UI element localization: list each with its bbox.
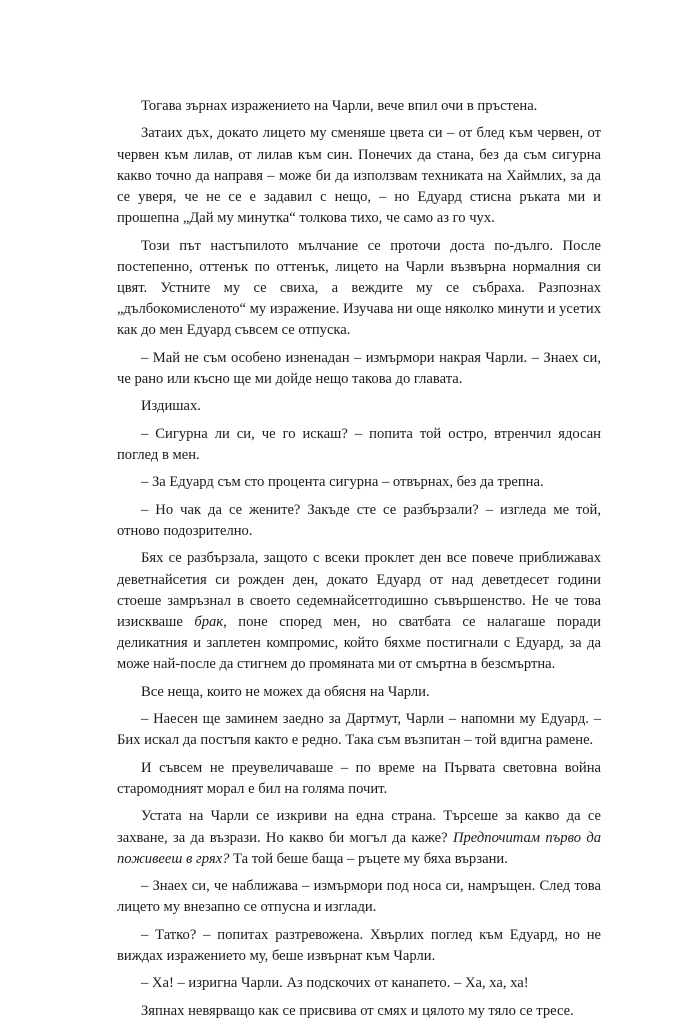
paragraph-3 — [117, 236, 601, 342]
paragraph-8 — [117, 500, 601, 542]
paragraph-9 — [117, 548, 601, 675]
paragraph-text: Все неща, които не можех да обясня на Чарли. — [141, 683, 430, 700]
italic-text: брак — [194, 613, 224, 630]
paragraph-6 — [117, 424, 601, 466]
paragraph-text: – Май не съм особено изненадан – измърмори накрая Чарли. – Знаех си, че рано или късно ще ми дойде нещо такова до главата. — [117, 349, 601, 387]
paragraph-15 — [117, 925, 601, 967]
paragraph-text: – Ха! – изригна Чарли. Аз подскочих от канапето. – Ха, ха, ха! — [141, 975, 529, 992]
paragraph-text: – Сигурна ли си, че го искаш? – попита той остро, втренчил ядосан поглед в мен. — [117, 425, 601, 463]
paragraph-text: Бях се разбързала, защото с всеки проклет ден все повече приближавах деветнайсетия си рожден ден, докато Едуард от над деветдесет години стоеше замръзнал в своето седемнайсетгодишно съвършенство. Не че това изискваше — [117, 550, 601, 630]
page-text — [117, 96, 601, 1028]
paragraph-text: – За Едуард съм сто процента сигурна – отвърнах, без да трепна. — [141, 474, 544, 491]
paragraph-text: – Знаех си, че наближава – измърмори под носа си, намръщен. След това лицето му внезапно се отпусна и изглади. — [117, 878, 601, 916]
paragraph-text: Зяпнах невярващо как се присвива от смях и цялото му тяло се тресе. — [141, 1002, 574, 1019]
paragraph-13 — [117, 806, 601, 870]
paragraph-text: Тогава зърнах изражението на Чарли, вече впил очи в пръстена. — [141, 98, 538, 114]
paragraph-7 — [117, 472, 601, 493]
paragraph-text: И съвсем не преувеличаваше – по време на Първата световна война старомодният морал е бил на голяма почит. — [117, 759, 601, 797]
paragraph-text: Устата на Чарли се изкриви на една страна. Търсеше за какво да се захване, за да възрази. Но какво би могъл да каже? — [117, 808, 601, 846]
paragraph-1 — [117, 96, 601, 117]
paragraph-10 — [117, 682, 601, 703]
paragraph-5 — [117, 396, 601, 417]
paragraph-text: – Татко? – попитах разтревожена. Хвърлих поглед към Едуард, но не виждах изражението му, беше извърнат към Чарли. — [117, 926, 601, 964]
italic-text: Предпочитам първо да поживееш в грях? — [117, 829, 602, 867]
paragraph-17 — [117, 1001, 601, 1022]
paragraph-12 — [117, 758, 601, 800]
paragraph-16 — [117, 973, 601, 994]
paragraph-text: – Но чак да се жените? Закъде сте се разбързали? – изгледа ме той, отново подозрително. — [117, 501, 601, 539]
paragraph-text: Та той беше баща – ръцете му бяха вързани. — [229, 850, 508, 867]
paragraph-14 — [117, 876, 601, 918]
paragraph-text: Този път настъпилото мълчание се проточи доста по-дълго. После постепенно, оттенък по оттенък, лицето на Чарли възвърна нормалния си цвят. Устните му се свиха, а веждите му се събраха. Разпознах „дълбокомисленото“ му изражение. Изучава ни още няколко минути и усетих как до мен Едуард съвсем се отпуска. — [117, 237, 601, 339]
paragraph-text: , поне според мен, но сватбата се налагаше поради деликатния и заплетен компромис, който бяхме постигнали с Едуард, за да може най-после да стигнем до промяната ми от смъртна в безсмъртна. — [117, 613, 601, 673]
paragraph-text: – Наесен ще заминем заедно за Дартмут, Чарли – напомни му Едуард. – Бих искал да постъпя както е редно. Така съм възпитан – той вдигна рамене. — [117, 711, 601, 749]
paragraph-11 — [117, 709, 601, 751]
paragraph-text: Затаих дъх, докато лицето му сменяше цвета си – от блед към червен, от червен към лилав, от лилав към син. Понечих да стана, без да съм сигурна какво точно да направя – може би да използвам техниката на Хаймлих, за да се уверя, че не се е задавил с нещо, – но Едуард стисна ръката ми и прошепна „Дай му минутка“ толкова тихо, че само аз го чух. — [117, 125, 601, 227]
paragraph-4 — [117, 348, 601, 390]
paragraph-2 — [117, 123, 601, 229]
paragraph-text: Издишах. — [141, 398, 201, 415]
